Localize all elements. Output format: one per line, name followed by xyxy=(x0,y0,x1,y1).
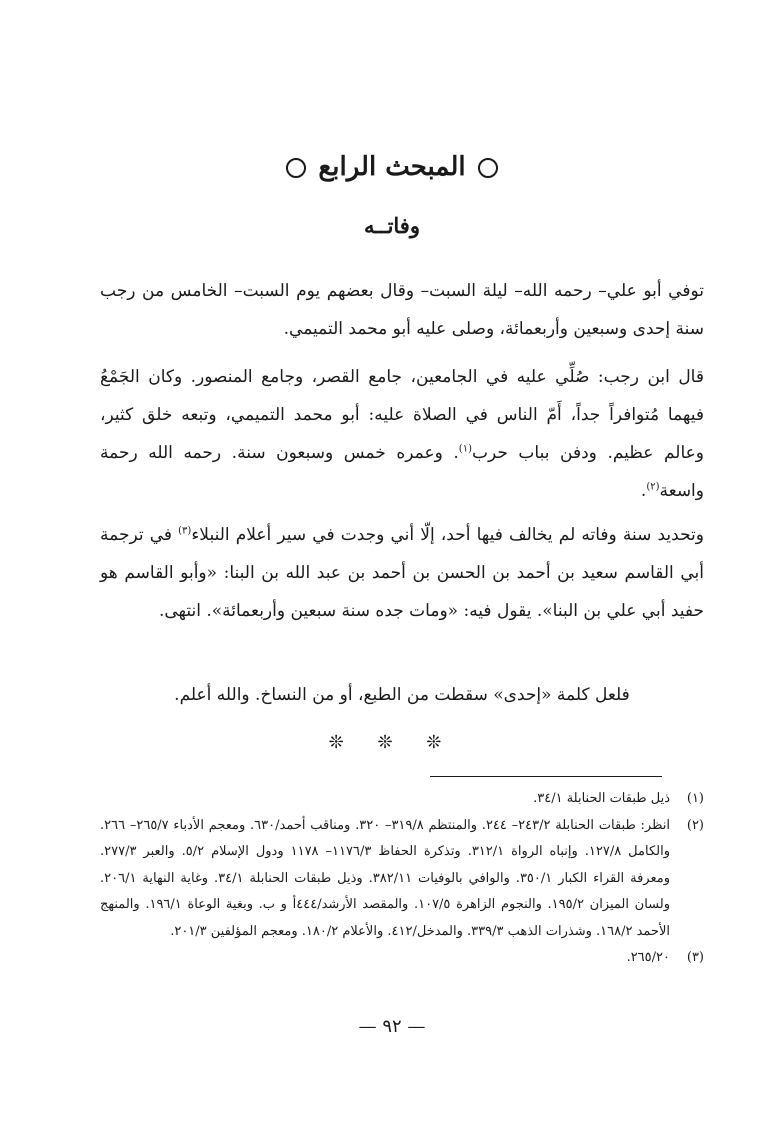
paragraph-text xyxy=(100,358,704,510)
footnote-item xyxy=(100,945,704,972)
section-heading-text: المبحث الرابع xyxy=(318,152,466,182)
paragraph-text: توفي أبو علي– رحمه الله– ليلة السبت– وقال بعضهم يوم السبت– الخامس من رجب سنة إحدى وسبعين وأربعمائة، وصلى عليه أبو محمد التميمي. xyxy=(100,281,704,339)
section-separator: ❊ ❊ ❊ xyxy=(328,732,456,753)
footnote-item xyxy=(100,786,704,813)
footnote-number: (١) xyxy=(686,791,704,806)
footnote-text: ٢٦٥/٢٠. xyxy=(626,950,670,965)
paragraph-3 xyxy=(100,516,704,630)
footnote-number: (٢) xyxy=(686,817,704,833)
footnote-text: انظر: طبقات الحنابلة ٢٤٣/٢– ٢٤٤. والمنتظم ٣١٩/٨– ٣٢٠. ومناقب أحمد/٦٣٠. ومعجم الأدباء ٢٦٥/٧– ٢٦٦. والكامل ١٢٧/٨. وإنباه الرواة ٣١٢/١. وتذكرة الحفاظ ١١٧٦/٣– ١١٧٨ ودول الإسلام ٥/٢. والعبر ٢٧٧/٣. ومعرفة القراء الكبار ٣٥٠/١. والوافي بالوفيات ٣٨٢/١١. وذيل طبقات الحنابلة ٣٤/١. وغاية النهاية ٢٠٦/١. ولسان الميزان ١٩٥/٢. والنجوم الزاهرة ١٠٧/٥. والمقصد الأرشد/٤٤٤أ و ب. وبغية الوعاة ١٩٦/١. والمنهج الأحمد ١٦٨/٢. وشذرات الذهب ٣٣٩/٣. والمدخل/٤١٢. والأعلام ١٨٠/٢. ومعجم المؤلفين ٢٠١/٣. xyxy=(100,817,670,939)
footnote-ref[interactable]: (١) xyxy=(458,443,472,455)
paragraph-text-part: قال ابن رجب: صُلِّي عليه في الجامعين، جامع القصر، وجامع المنصور. وكان الجَمْعُ فيهما مُتوافراً جداً، أَمّ الناس في الصلاة عليه: أبو محمد التميمي، وتبعه خلق كثير، وعالم عظيم. ودفن بباب حرب xyxy=(100,367,704,463)
footnote-ref[interactable]: (٣) xyxy=(178,525,192,537)
footnotes xyxy=(100,786,704,972)
paragraph-text xyxy=(100,516,704,630)
footnote-ref[interactable]: (٢) xyxy=(646,481,660,493)
paragraph-1 xyxy=(100,272,704,348)
circle-ornament-icon xyxy=(478,158,498,178)
footnote-number: (٣) xyxy=(686,950,704,965)
paragraph-4 xyxy=(100,676,704,714)
section-subheading: وفاتــه xyxy=(364,213,420,238)
footnote-divider xyxy=(430,776,662,777)
circle-ornament-icon xyxy=(286,158,306,178)
page-number: — ٩٢ — xyxy=(358,1016,426,1037)
section-heading xyxy=(0,152,784,182)
paragraph-text-part: . xyxy=(640,481,647,501)
paragraph-2 xyxy=(100,358,704,510)
paragraph-text-part: . وعمره خمس وسبعون سنة. رحمه الله رحمة واسعة xyxy=(100,443,704,501)
paragraph-text-part: في ترجمة أبي القاسم سعيد بن أحمد بن الحسن بن أحمد بن عبد الله بن البنا: «وأبو القاسم هو حفيد أبي علي بن البنا». يقول فيه: «ومات جده سنة سبعين وأربعمائة». انتهى. xyxy=(100,525,704,621)
footnote-item xyxy=(100,813,704,946)
paragraph-text: فلعل كلمة «إحدى» سقطت من الطبع، أو من النساخ. والله أعلم. xyxy=(174,685,630,705)
paragraph-text-part: وتحديد سنة وفاته لم يخالف فيها أحد، إلّا أني وجدت في سير أعلام النبلاء xyxy=(191,525,704,545)
footnote-text: ذيل طبقات الحنابلة ٣٤/١. xyxy=(533,791,670,806)
